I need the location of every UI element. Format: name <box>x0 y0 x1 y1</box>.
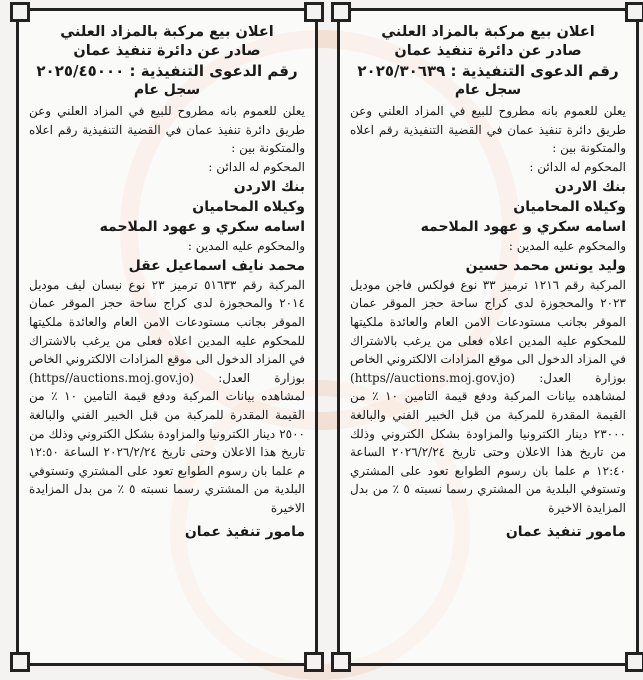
debtor-label: والمحكوم عليه المدين : <box>508 238 626 253</box>
notice-right <box>337 8 639 666</box>
notice-subtitle: صادر عن دائرة تنفيذ عمان <box>394 43 582 59</box>
notice-left <box>16 8 318 666</box>
debtor-name: وليد يونس محمد حسين <box>465 257 626 274</box>
registry-type: سجل عام <box>454 82 522 98</box>
creditor-name: بنك الاردن <box>233 178 305 195</box>
intro-text: يعلن للعموم بانه مطروح للبيع في المزاد العلني وعن طريق دائرة تنفيذ عمان في القضية التنفيذية رقم اعلاه والمتكونة بين : <box>29 104 305 156</box>
corner-ornament <box>331 2 351 22</box>
corner-ornament <box>331 652 351 672</box>
notice-body: المركبة رقم ٥١٦٣٣ ترميز ٢٣ نوع نيسان ليف موديل ٢٠١٤ والمحجوزة لدى كراج ساحة حجز الموقر عمان الموقر بجانب مستودعات الامن العام والعائدة ملكيتها للمحكوم عليه المدين اعلاه فعلى من يرغب بالاشتراك في المزاد الدخول الى موقع المزادات الالكتروني الخاص بوزارة العدل: (https//auctions.moj.gov.jo) لمشاهده بيانات المركبة ودفع قيمة التامين ١٠ ٪ من القيمة المقدرة للمركبة من قبل الخبير الفني والبالغة ٢٥٠٠ دينار الكترونيا والمزاودة بشكل الكتروني وذلك من تاريخ هذا الاعلان وحتى تاريخ ٢٠٢٦/٢/٢٤ الساعة ١٢:٥٠ م علما بان رسوم الطوابع تعود على المشتري وتستوفي البلدية من المشتري رسما نسبته ٥ ٪ من بدل المزايدة الاخيرة <box>29 277 306 515</box>
notice-signature: مامور تنفيذ عمان <box>505 523 626 540</box>
notice-body: المركبة رقم ١٢١٦ ترميز ٣٣ نوع فولكس فاجن موديل ٢٠٢٣ والمحجوزة لدى كراج ساحة حجز الموقر عمان الموقر بجانب مستودعات الامن العام والعائدة ملكيتها للمحكوم عليه المدين اعلاه فعلى من يرغب بالاشتراك في المزاد الدخول الى موقع المزادات الالكتروني الخاص بوزارة العدل: (https//auctions.moj.gov.jo) لمشاهده بيانات المركبة ودفع قيمة التامين ١٠ ٪ من القيمة المقدرة للمركبة من قبل الخبير الفني والبالغة ٢٣٠٠٠ دينار الكترونيا والمزاودة بشكل الكتروني وذلك من تاريخ هذا الاعلان وحتى تاريخ ٢٠٢٦/٢/٢٤ الساعة ١٢:٤٠ م علما بان رسوم الطوابع تعود على المشتري وتستوفي البلدية من المشتري رسما نسبته ٥ ٪ من بدل المزايدة الاخيرة <box>350 277 627 515</box>
corner-ornament <box>10 2 30 22</box>
notice-title: اعلان بيع مركبة بالمزاد العلني <box>381 24 595 40</box>
corner-ornament <box>625 652 643 672</box>
case-number: رقم الدعوى التنفيذية : ٢٠٢٥/٣٠٦٣٩ <box>357 62 619 80</box>
creditor-lawyers: اسامه سكري و عهود الملاحمه <box>420 218 626 235</box>
creditor-lawyers-label: وكيلاه المحاميان <box>513 198 626 215</box>
registry-type: سجل عام <box>133 82 201 98</box>
case-number: رقم الدعوى التنفيذية : ٢٠٢٥/٤٥٠٠٠ <box>36 62 298 80</box>
creditor-name: بنك الاردن <box>554 178 626 195</box>
notice-title: اعلان بيع مركبة بالمزاد العلني <box>60 24 274 40</box>
intro-text: يعلن للعموم بانه مطروح للبيع في المزاد العلني وعن طريق دائرة تنفيذ عمان في القضية التنفيذية رقم اعلاه والمتكونة بين : <box>350 104 626 156</box>
creditor-label: المحكوم له الدائن : <box>208 159 305 174</box>
creditor-lawyers-label: وكيلاه المحاميان <box>192 198 305 215</box>
corner-ornament <box>304 2 324 22</box>
creditor-label: المحكوم له الدائن : <box>529 159 626 174</box>
corner-ornament <box>10 652 30 672</box>
notice-subtitle: صادر عن دائرة تنفيذ عمان <box>73 43 261 59</box>
creditor-lawyers: اسامه سكري و عهود الملاحمه <box>99 218 305 235</box>
corner-ornament <box>304 652 324 672</box>
notice-signature: مامور تنفيذ عمان <box>184 523 305 540</box>
debtor-label: والمحكوم عليه المدين : <box>187 238 305 253</box>
debtor-name: محمد نايف اسماعيل عقل <box>128 257 305 274</box>
corner-ornament <box>625 2 643 22</box>
